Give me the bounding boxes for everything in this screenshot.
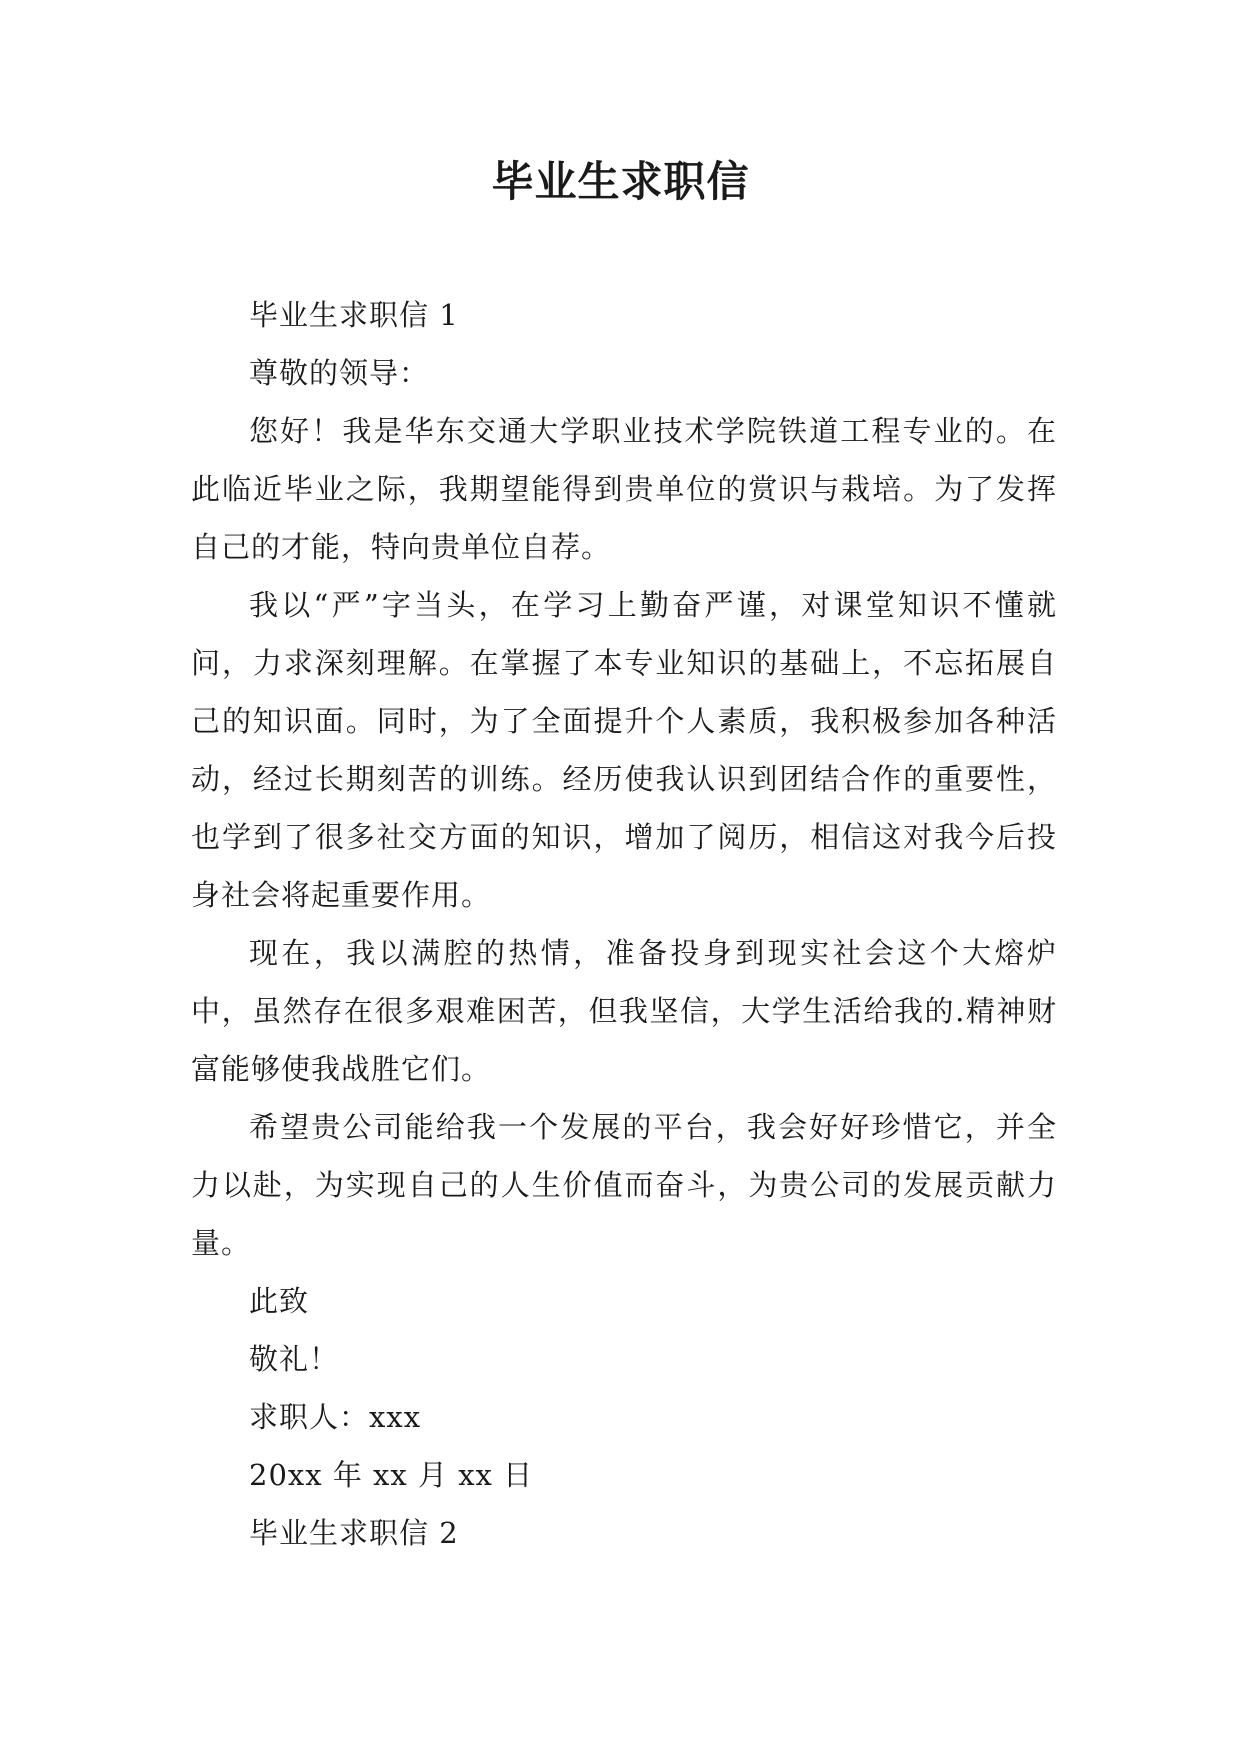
intro-paragraph: 您好！我是华东交通大学职业技术学院铁道工程专业的。在此临近毕业之际，我期望能得到贵单位的赏识与栽培。为了发挥自己的才能，特向贵单位自荐。 bbox=[191, 414, 1057, 564]
salutation: 尊敬的领导： bbox=[249, 356, 430, 390]
applicant-line: 求职人：xxx bbox=[249, 1400, 422, 1434]
date-line: 20xx 年 xx 月 xx 日 bbox=[249, 1458, 534, 1492]
document-title: 毕业生求职信 bbox=[491, 157, 750, 206]
hope-paragraph: 希望贵公司能给我一个发展的平台，我会好好珍惜它，并全力以赴，为实现自己的人生价值而奋斗，为贵公司的发展贡献力量。 bbox=[191, 1110, 1057, 1260]
closing-line: 此致 bbox=[249, 1284, 310, 1318]
study-paragraph: 我以“严”字当头，在学习上勤奋严谨，对课堂知识不懂就问，力求深刻理解。在掌握了本专业知识的基础上，不忘拓展自己的知识面。同时，为了全面提升个人素质，我积极参加各种活动，经过长期刻苦的训练。经历使我认识到团结合作的重要性，也学到了很多社交方面的知识，增加了阅历，相信这对我今后投身社会将起重要作用。 bbox=[191, 588, 1057, 912]
section-heading-2: 毕业生求职信 2 bbox=[249, 1516, 459, 1550]
document-body bbox=[191, 286, 1057, 1562]
regards-line: 敬礼！ bbox=[249, 1342, 340, 1376]
section-heading-1: 毕业生求职信 1 bbox=[249, 298, 459, 332]
resolve-paragraph: 现在，我以满腔的热情，准备投身到现实社会这个大熔炉中，虽然存在很多艰难困苦，但我坚信，大学生活给我的.精神财富能够使我战胜它们。 bbox=[191, 936, 1057, 1086]
